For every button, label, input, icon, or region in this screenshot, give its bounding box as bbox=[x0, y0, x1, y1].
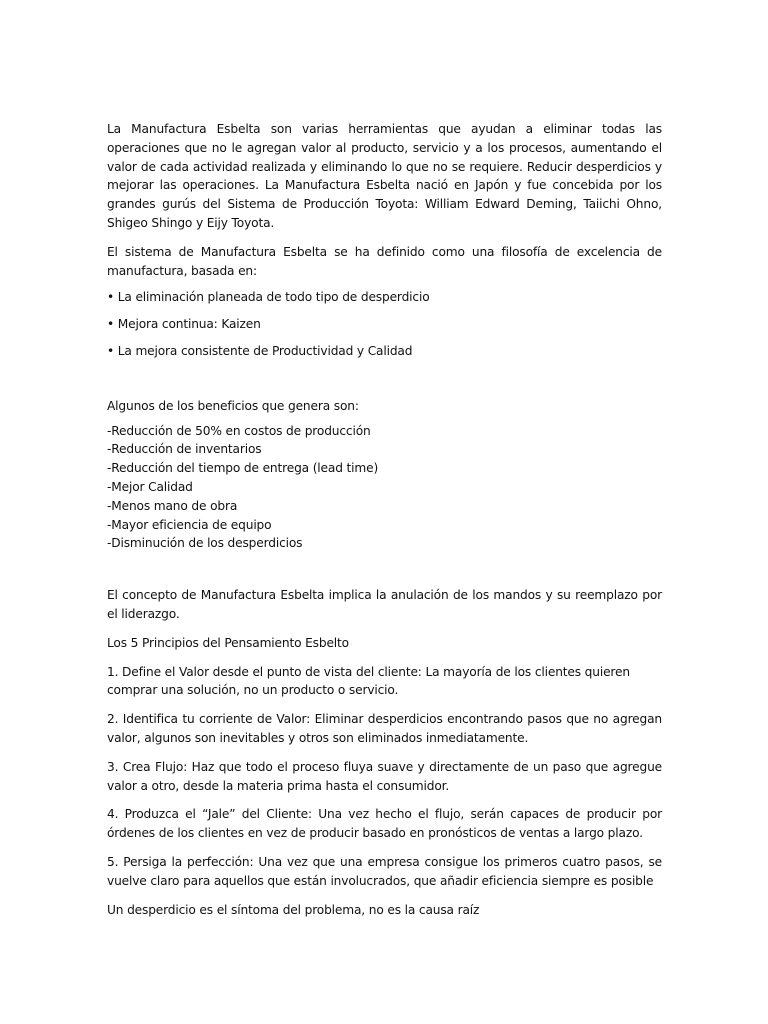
bullet-item: • La eliminación planeada de todo tipo de desperdicio bbox=[107, 290, 430, 305]
bullet-item: • La mejora consistente de Productividad y Calidad bbox=[107, 343, 413, 358]
principles-bullet-list bbox=[107, 288, 662, 360]
benefit-item: -Reducción del tiempo de entrega (lead time) bbox=[107, 461, 379, 476]
principle-item: 1. Define el Valor desde el punto de vista del cliente: La mayoría de los clientes quieren comprar una solución, no un producto o servicio. bbox=[107, 664, 630, 698]
document-body bbox=[107, 120, 662, 919]
intro-paragraph: La Manufactura Esbelta son varias herramientas que ayudan a eliminar todas las operaciones que no le agregan valor al producto, servicio y a los procesos, aumentando el valor de cada actividad realizada y eliminando lo que no se requiere. Reducir desperdicios y mejorar las operaciones. La Manufactura Esbelta nació en Japón y fue concebida por los grandes gurús del Sistema de Producción Toyota: William Edward Deming, Taiichi Ohno, Shigeo Shingo y Eijy Toyota. bbox=[107, 122, 662, 230]
principle-item: 2. Identifica tu corriente de Valor: Eliminar desperdicios encontrando pasos que no agregan valor, algunos son inevitables y otros son eliminados inmediatamente. bbox=[107, 712, 662, 745]
closing-paragraph: Un desperdicio es el síntoma del problema, no es la causa raíz bbox=[107, 902, 480, 917]
system-definition-paragraph: El sistema de Manufactura Esbelta se ha definido como una filosofía de excelencia de manufactura, basada en: bbox=[107, 244, 662, 278]
benefit-item: -Menos mano de obra bbox=[107, 498, 238, 513]
leadership-paragraph: El concepto de Manufactura Esbelta implica la anulación de los mandos y su reemplazo por el liderazgo. bbox=[107, 588, 662, 621]
bullet-item: • Mejora continua: Kaizen bbox=[107, 317, 261, 332]
benefit-item: -Reducción de inventarios bbox=[107, 442, 262, 457]
benefit-item: -Mayor eficiencia de equipo bbox=[107, 517, 272, 532]
principle-item: 5. Persiga la perfección: Una vez que una empresa consigue los primeros cuatro pasos, se vuelve claro para aquellos que están involucrados, que añadir eficiencia siempre es posible bbox=[107, 854, 662, 888]
benefit-item: -Reducción de 50% en costos de producción bbox=[107, 423, 371, 438]
benefit-item: -Disminución de los desperdicios bbox=[107, 536, 303, 551]
benefits-list bbox=[107, 422, 662, 554]
benefit-item: -Mejor Calidad bbox=[107, 479, 193, 494]
principle-item: 3. Crea Flujo: Haz que todo el proceso fluya suave y directamente de un paso que agregue valor a otro, desde la materia prima hasta el consumidor. bbox=[107, 759, 662, 793]
benefits-heading: Algunos de los beneficios que genera son: bbox=[107, 398, 359, 413]
principles-heading: Los 5 Principios del Pensamiento Esbelto bbox=[107, 635, 349, 650]
principle-item: 4. Produzca el “Jale” del Cliente: Una vez hecho el flujo, serán capaces de producir por órdenes de los clientes en vez de producir basado en pronósticos de ventas a largo plazo. bbox=[107, 807, 662, 841]
